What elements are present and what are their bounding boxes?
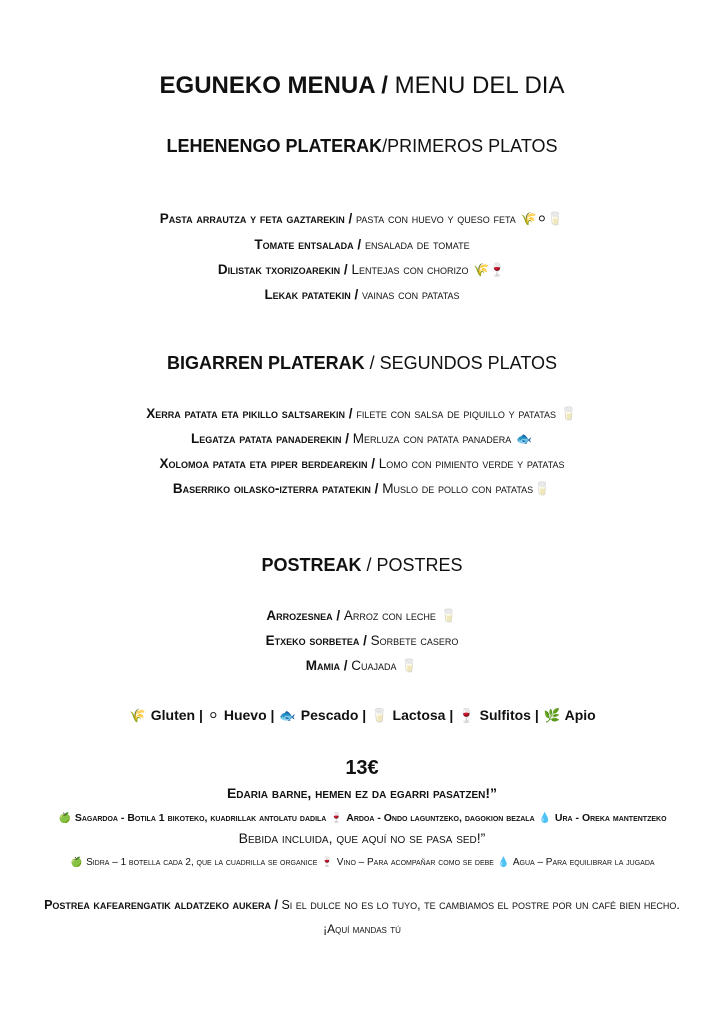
drinks-list-es <box>0 857 724 869</box>
drink-text: Ura - Oreka mantentzeko <box>554 812 667 824</box>
menu-item <box>0 211 724 227</box>
wine-glass-icon: 🍷 <box>458 708 475 723</box>
item-name-es: Merluza con patata panadera <box>352 431 512 446</box>
item-name-es: vainas con patatas <box>362 287 460 302</box>
item-name-es: ensalada de tomate <box>364 237 470 252</box>
menu-item <box>0 287 724 303</box>
water-drop-icon: 💧 <box>538 813 551 824</box>
title-basque: EGUNEKO MENUA / <box>159 72 388 99</box>
herb-icon: 🌿 <box>543 708 561 723</box>
drink-text: Agua – Para equilibrar la jugada <box>512 857 655 868</box>
drink-text: Ardoa - Ondo laguntzeko, dagokion bezala <box>346 812 535 824</box>
item-name-es: Lomo con pimiento verde y patatas <box>378 456 565 471</box>
water-drop-icon: 💧 <box>497 857 510 868</box>
second-courses-heading <box>0 353 724 375</box>
dessert-swap-note <box>0 898 724 913</box>
item-name-eu: Legatza patata panaderekin / <box>190 431 350 446</box>
item-name-eu: Mamia / <box>305 658 348 673</box>
second-courses-heading-es: / SEGUNDOS PLATOS <box>369 353 558 373</box>
page-title <box>0 72 724 101</box>
item-name-es: pasta con huevo y queso feta <box>356 211 516 226</box>
item-name-es: Arroz con leche <box>343 608 436 623</box>
wine-glass-icon: 🍷 <box>321 857 333 868</box>
allergen-icons: 🌾🍷 <box>473 262 506 277</box>
item-name-es: filete con salsa de piquillo y patatas <box>356 406 557 421</box>
swap-text-eu: Postrea kafearengatik aldatzeko aukera / <box>44 898 278 912</box>
item-name-eu: Pasta arrautza y feta gaztarekin / <box>159 211 353 226</box>
menu-item <box>0 658 724 674</box>
item-name-es: Sorbete casero <box>370 633 459 648</box>
menu-item <box>0 237 724 253</box>
item-name-eu: Tomate entsalada / <box>254 237 362 252</box>
title-spanish: MENU DEL DIA <box>394 72 565 99</box>
item-name-eu: Xerra patata eta pikillo saltsarekin / <box>146 406 353 421</box>
allergen-label: Apio <box>564 707 596 723</box>
second-courses-heading-eu: BIGARREN PLATERAK <box>166 353 365 373</box>
allergen-legend: 🌾 Gluten | ⚪ Huevo | 🐟 Pescado | 🥛 Lactosa | 🍷 Sulfitos | 🌿 Apio <box>129 707 596 723</box>
item-name-eu: Etxeko sorbetea / <box>265 633 367 648</box>
drinks-list-eu <box>0 812 724 825</box>
menu-item <box>0 456 724 472</box>
allergen-icons: 🥛 <box>560 406 577 421</box>
item-name-es: Cuajada <box>351 658 397 673</box>
wine-glass-icon: 🍷 <box>330 813 343 824</box>
item-name-eu: Dilistak txorizoarekin / <box>217 262 348 277</box>
allergen-icons: 🥛 <box>534 481 551 496</box>
swap-text-es: Si el dulce no es lo tuyo, te cambiamos el postre por un café bien hecho. <box>281 898 680 912</box>
drink-text: Sidra – 1 botella cada 2, que la cuadrilla se organice <box>86 857 318 868</box>
allergen-icons: 🥛 <box>401 658 418 673</box>
menu-item <box>0 262 724 278</box>
milk-glass-icon: 🥛 <box>371 708 388 723</box>
drink-text: Sagardoa - Botila 1 bikoteko, kuadrillak antolatu dadila <box>74 812 327 824</box>
drink-text: Vino – Para acompañar como se debe <box>336 857 494 868</box>
first-courses-heading <box>0 136 724 158</box>
item-name-es: Lentejas con chorizo <box>351 262 469 277</box>
allergen-label: Pescado <box>300 707 359 723</box>
swap-closing-line: ¡Aquí mandas tú <box>323 922 401 936</box>
allergen-label: Sulfitos <box>479 707 531 723</box>
allergen-icons: 🌾⚪🥛 <box>520 211 564 226</box>
desserts-heading-eu: POSTREAK <box>261 555 362 575</box>
item-name-eu: Xolomoa patata eta piper berdearekin / <box>159 456 375 471</box>
item-name-es: Muslo de pollo con patatas <box>382 481 534 496</box>
menu-item <box>0 608 724 624</box>
desserts-heading-es: / POSTRES <box>366 555 463 575</box>
allergen-label: Gluten <box>150 707 196 723</box>
menu-item <box>0 431 724 447</box>
drinks-heading-eu: Edaria barne, hemen ez da egarri pasatzen!” <box>226 785 498 801</box>
allergen-icons: 🥛 <box>440 608 457 623</box>
first-courses-heading-eu: LEHENENGO PLATERAK <box>166 136 383 156</box>
item-name-eu: Arrozesnea / <box>266 608 341 623</box>
allergen-label: Huevo <box>223 707 267 723</box>
desserts-heading <box>0 555 724 577</box>
menu-price: 13€ <box>345 757 379 779</box>
egg-icon: ⚪ <box>207 708 219 723</box>
green-apple-icon: 🍏 <box>58 813 71 824</box>
item-name-eu: Baserriko oilasko-izterra patatekin / <box>172 481 379 496</box>
drinks-heading-es: Bebida incluida, que aquí no se pasa sed!” <box>238 830 486 846</box>
menu-item <box>0 633 724 649</box>
wheat-icon: 🌾 <box>129 708 146 723</box>
menu-item <box>0 406 724 422</box>
first-courses-heading-es: /PRIMEROS PLATOS <box>382 136 558 156</box>
menu-item <box>0 481 724 497</box>
item-name-eu: Lekak patatekin / <box>264 287 359 302</box>
allergen-label: Lactosa <box>392 707 446 723</box>
fish-icon: 🐟 <box>279 708 296 723</box>
green-apple-icon: 🍏 <box>70 857 83 868</box>
allergen-icons: 🐟 <box>516 431 533 446</box>
